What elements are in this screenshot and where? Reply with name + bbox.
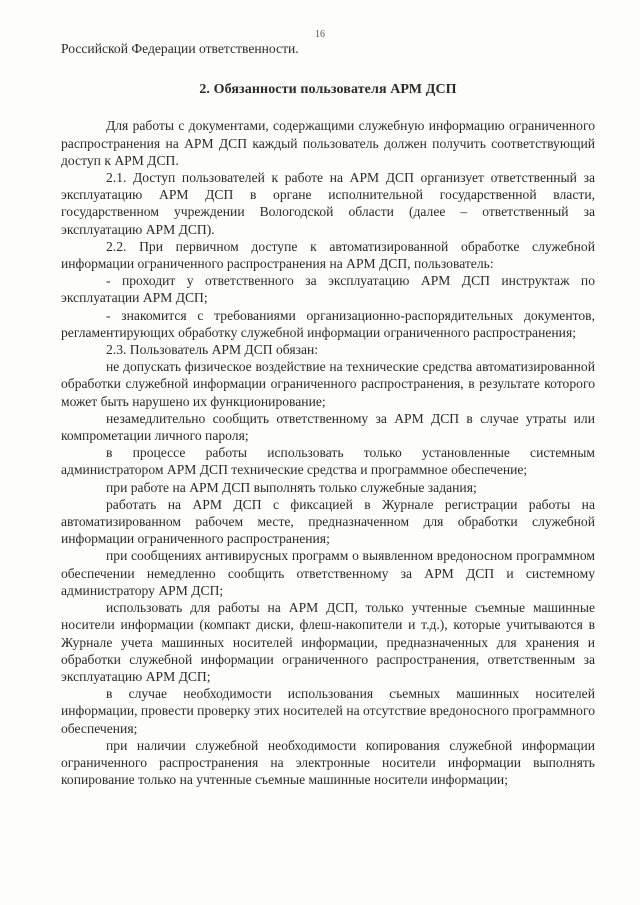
- carryover-text: Российской Федерации ответственности.: [61, 41, 299, 56]
- clause-2-2-item-requirements: - знакомится с требованиями организационно-распорядительных документов, регламентирующих обработку служебной информации ограниченного распространения;: [61, 307, 595, 340]
- duty-use-installed-software: в процессе работы использовать только установленные системным администратором АРМ ДСП технические средства и программное обеспечение;: [61, 445, 595, 478]
- duty-log-registration: работать на АРМ ДСП с фиксацией в Журнале регистрации работы на автоматизированном рабочем месте, предназначенном для обработки служебной информации ограниченного распространения;: [61, 496, 595, 547]
- clause-2-3: 2.3. Пользователь АРМ ДСП обязан:: [106, 342, 319, 358]
- intro-paragraph: Для работы с документами, содержащими служебную информацию ограниченного распространения на АРМ ДСП каждый пользователь должен получить соответствующий доступ к АРМ ДСП.: [61, 118, 595, 168]
- clause-2-1: 2.1. Доступ пользователей к работе на АРМ ДСП организует ответственный за эксплуатацию АРМ ДСП в органе исполнительной государственной власти, государственном учреждении Вологодской области (далее – ответственный за эксплуатацию АРМ ДСП).: [61, 170, 595, 237]
- duty-registered-media-only: использовать для работы на АРМ ДСП, только учтенные съемные машинные носители информации (компакт диски, флеш-накопители и т.д.), которые учитываются в Журнале учета машинных носителей информации, предназначенных для хранения и обработки служебной информации ограниченного распространения, ответственным за эксплуатацию АРМ ДСП;: [61, 600, 595, 684]
- clause-2-2: 2.2. При первичном доступе к автоматизированной обработке служебной информации ограниченного распространения на АРМ ДСП, пользователь:: [61, 238, 595, 272]
- document-body: [61, 40, 595, 788]
- duty-report-malware: при сообщениях антивирусных программ о выявленном вредоносном программном обеспечении немедленно сообщить ответственному за АРМ ДСП и системному администратору АРМ ДСП;: [61, 548, 595, 598]
- clause-2-2-item-briefing: - проходит у ответственного за эксплуатацию АРМ ДСП инструктаж по эксплуатации АРМ ДСП;: [61, 273, 595, 306]
- duty-official-tasks-only: при работе на АРМ ДСП выполнять только служебные задания;: [106, 479, 477, 495]
- duty-copy-to-registered-media: при наличии служебной необходимости копирования служебной информации ограниченного распространения на электронные носители информации выполнять копирование только на учтенные съемные машинные носители информации;: [61, 737, 595, 788]
- page-number: 16: [315, 29, 325, 40]
- duty-check-media: в случае необходимости использования съемных машинных носителей информации, провести проверку этих носителей на отсутствие вредоносного программного обеспечения;: [61, 686, 595, 736]
- section-title: 2. Обязанности пользователя АРМ ДСП: [199, 82, 457, 98]
- duty-no-physical-impact: не допускать физическое воздействие на технические средства автоматизированной обработки служебной информации ограниченного распространения, в результате которого может быть нарушено их функционирование;: [61, 359, 595, 409]
- duty-report-password-loss: незамедлительно сообщить ответственному за АРМ ДСП в случае утраты или компрометации личного пароля;: [61, 410, 595, 444]
